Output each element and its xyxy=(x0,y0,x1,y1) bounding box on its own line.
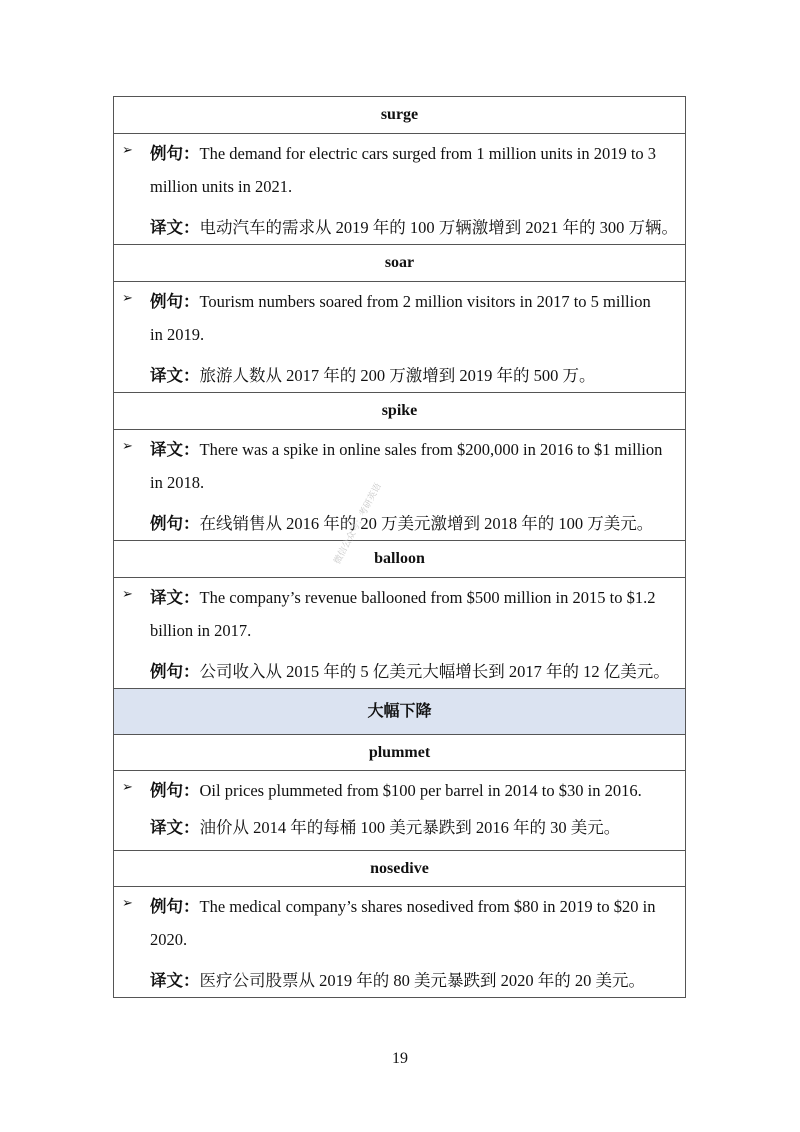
section-heading xyxy=(113,688,686,734)
example-text: There was a spike in online sales from $200,000 in 2016 to $1 million xyxy=(199,440,663,459)
example-label: 例句： xyxy=(150,144,200,163)
section-title: 大幅下降 xyxy=(367,703,432,720)
example-line-continued: 2020. xyxy=(150,930,188,949)
page-number: 19 xyxy=(392,1050,408,1067)
translation-line xyxy=(150,967,679,991)
heading-text: balloon xyxy=(374,550,425,567)
heading-text: spike xyxy=(381,402,418,419)
example-cell-balloon xyxy=(113,577,686,688)
example-cell-nosedive xyxy=(113,886,686,998)
example-line xyxy=(150,140,679,164)
example-line xyxy=(150,584,679,608)
word-heading-plummet xyxy=(113,734,686,770)
heading-text: nosedive xyxy=(370,860,429,877)
example-cell-spike xyxy=(113,429,686,540)
translation-line xyxy=(150,214,679,238)
heading-text: plummet xyxy=(368,744,431,761)
watermark: 微信公众号：考研英语 xyxy=(332,481,384,567)
translation-line xyxy=(150,362,679,386)
arrow-bullet-icon: ➢ xyxy=(122,439,133,454)
example-line-continued: million units in 2021. xyxy=(150,177,293,196)
example-line xyxy=(150,777,679,801)
translation-label: 译文： xyxy=(150,218,200,237)
example-cell-soar xyxy=(113,281,686,392)
translation-label: 例句： xyxy=(150,662,200,681)
arrow-bullet-icon: ➢ xyxy=(122,291,133,306)
arrow-bullet-icon: ➢ xyxy=(122,896,133,911)
arrow-bullet-icon: ➢ xyxy=(122,587,133,602)
arrow-bullet-icon: ➢ xyxy=(122,780,133,795)
word-heading-nosedive xyxy=(113,850,686,886)
translation-line xyxy=(150,814,679,838)
example-line-continued: in 2019. xyxy=(150,325,205,344)
heading-text: soar xyxy=(384,254,415,271)
example-line xyxy=(150,893,679,917)
word-heading-soar xyxy=(113,244,686,281)
translation-text: 电动汽车的需求从 2019 年的 100 万辆激增到 2021 年的 300 万辆。 xyxy=(199,218,678,237)
word-heading-surge xyxy=(113,96,686,133)
example-label: 例句： xyxy=(150,897,200,916)
translation-label: 译文： xyxy=(150,971,200,990)
example-label: 译文： xyxy=(150,588,200,607)
translation-label: 译文： xyxy=(150,366,200,385)
example-text: Tourism numbers soared from 2 million visitors in 2017 to 5 million xyxy=(199,292,651,311)
translation-text: 在线销售从 2016 年的 20 万美元激增到 2018 年的 100 万美元。 xyxy=(199,514,654,533)
translation-text: 公司收入从 2015 年的 5 亿美元大幅增长到 2017 年的 12 亿美元。 xyxy=(199,662,670,681)
translation-text: 医疗公司股票从 2019 年的 80 美元暴跌到 2020 年的 20 美元。 xyxy=(199,971,645,990)
example-line xyxy=(150,436,679,460)
example-cell-surge xyxy=(113,133,686,244)
example-text: The medical company’s shares nosedived from $80 in 2019 to $20 in xyxy=(199,897,656,916)
example-line-continued: billion in 2017. xyxy=(150,621,252,640)
example-text: The company’s revenue ballooned from $500 million in 2015 to $1.2 xyxy=(199,588,656,607)
translation-label: 例句： xyxy=(150,514,200,533)
translation-text: 旅游人数从 2017 年的 200 万激增到 2019 年的 500 万。 xyxy=(199,366,596,385)
example-cell-plummet xyxy=(113,770,686,850)
heading-text: surge xyxy=(380,106,419,123)
translation-line xyxy=(150,510,679,534)
example-line xyxy=(150,288,679,312)
translation-line xyxy=(150,658,679,682)
translation-label: 译文： xyxy=(150,818,200,837)
example-text: Oil prices plummeted from $100 per barrel in 2014 to $30 in 2016. xyxy=(199,781,642,800)
example-label: 例句： xyxy=(150,781,200,800)
translation-text: 油价从 2014 年的每桶 100 美元暴跌到 2016 年的 30 美元。 xyxy=(199,818,621,837)
example-line-continued: in 2018. xyxy=(150,473,205,492)
example-label: 译文： xyxy=(150,440,200,459)
example-label: 例句： xyxy=(150,292,200,311)
arrow-bullet-icon: ➢ xyxy=(122,143,133,158)
word-heading-spike xyxy=(113,392,686,429)
example-text: The demand for electric cars surged from 1 million units in 2019 to 3 xyxy=(199,144,657,163)
word-heading-balloon xyxy=(113,540,686,577)
